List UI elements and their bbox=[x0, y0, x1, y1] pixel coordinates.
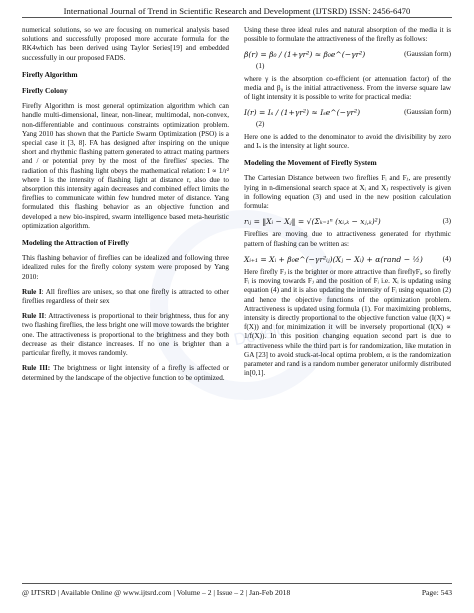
rules-summary-paragraph: Using these three ideal rules and natural absorption of the media it is possible to formulate the attractiveness of the firefly as follows: bbox=[244, 26, 451, 44]
rule-2-text: : Attractiveness is proportional to their brightness, thus for any two flashing fireflies, the less bright one will move towards the brighter one. The attractiveness is proportional to the brightness and they both decrease as their distance increases. If no one is brighter than a particular firefly, it moves randomly. bbox=[22, 312, 229, 358]
equation-1-tag: (Gaussian form) bbox=[404, 50, 451, 59]
equation-4-number: (4) bbox=[442, 254, 451, 263]
page-footer bbox=[22, 588, 452, 598]
equation-3-number: (3) bbox=[442, 217, 451, 226]
rule-1-text: : All fireflies are unisex, so that one firefly is attracted to other fireflies regardless of their sex bbox=[22, 287, 229, 306]
equation-2-tag: (Gaussian form) bbox=[404, 108, 451, 117]
left-column bbox=[22, 26, 229, 389]
footer-rule bbox=[22, 583, 452, 584]
equation-1 bbox=[244, 50, 451, 59]
distance-paragraph: The Cartesian Distance between two fireflies Fᵢ and Fⱼ, are presently lying in n-dimensional search space at Xᵢ and Xⱼ respectively is given in following equation (3) and used in the new position calculation formula: bbox=[244, 174, 451, 211]
heading-firefly-colony: Firefly Colony bbox=[22, 86, 68, 96]
journal-header: International Journal of Trend in Scientific Research and Development (IJTSRD) ISSN: 2456-6470 bbox=[63, 6, 411, 16]
rule-2 bbox=[22, 312, 229, 358]
rule-3-text: The brightness or light intensity of a firefly is affected or determined by the landscape of the objective function to be optimized. bbox=[22, 364, 229, 382]
equation-1-formula: β(r) = β₀ / (1+γr²) ≈ β₀e^(−γr²) bbox=[244, 50, 366, 60]
rule-1-name: Rule I bbox=[22, 287, 42, 296]
equation-4 bbox=[244, 255, 451, 264]
footer-citation: @ IJTSRD | Available Online @ www.ijtsrd.com | Volume – 2 | Issue – 2 | Jan-Feb 2018 bbox=[22, 588, 291, 597]
equation-1-number: (1) bbox=[256, 61, 265, 70]
update-paragraph: Here firefly Fⱼ is the brighter or more attractive than fireflyFᵢ, so firefly Fᵢ is moving towards Fⱼ and the position of Fᵢ i.e. Xᵢ is updating using equation (4) and it is also updating the intensity of Fᵢ using equation (2) and hence the objective functions of the optimization problem. Attractiveness is updated using formula (1). For maximizing problems, intensity is directly proportional to the objective function value (I(X) ∝ f(X)) and for minimization it will be inversely proportional (I(X) ∝ 1/f(X)). In this position changing equation second part is due to attractiveness while the third part is for randomization, like mutation in GA [23] to avoid stuck-at-local optima problem, α is the randomization parameter and rand is a random number generator uniformly distributed in[0,1]. bbox=[244, 268, 451, 378]
equation-2-formula: I(r) = Iₛ / (1+γr²) ≈ Iₛe^(−γr²) bbox=[244, 108, 361, 118]
watermark-text: Develo bbox=[232, 319, 288, 350]
equation-2 bbox=[244, 108, 451, 117]
page-number: Page: 543 bbox=[421, 588, 452, 597]
rule-3 bbox=[22, 364, 229, 382]
denominator-paragraph: Here one is added to the denominator to avoid the divisibility by zero and Iₛ is the intensity at light source. bbox=[244, 132, 451, 151]
heading-firefly-algorithm: Firefly Algorithm bbox=[22, 69, 78, 79]
equation-2-number: (2) bbox=[256, 119, 265, 128]
right-column bbox=[244, 26, 451, 385]
heading-modeling-movement: Modeling the Movement of Firefly System bbox=[244, 158, 377, 168]
rule-2-name: Rule II bbox=[22, 312, 45, 321]
equation-3 bbox=[244, 217, 451, 226]
colony-paragraph: Firefly Algorithm is most general optimization algorithm which can handle multi-dimensional, linear, non-linear, multimodal, non-convex, non-differentiable and continuous constraints optimization problem. Yang 2010 has shown that the Particle Swarm Optimization (PSO) is a special case it [3, 8]. FA has designed after inspiring on the unique short and rhythmic flashing pattern generated to attract mating partners and / or potential prey by the most of the fireflies' species. The radiation of this flashing light obeys the mathematical relation: I ∝ 1/r² where I is the intensity of flashing light at distance r, also due to absorption this intensity again decreases and combined effect limits the fireflies to communicate within few hundred meter of distance. Yang formulated this flashing behavior as an objective function and developed a new bio-inspired, swarm intelligence based meta-heuristic optimization algorithm. bbox=[22, 102, 229, 230]
intro-paragraph: numerical solutions, so we are focusing on numerical analysis based solutions and successfully proposed more accurate formula for the RK4which has been derived using Taylor Series[19] and embedded successfully in our proposed FADS. bbox=[22, 26, 229, 62]
heading-modeling-attraction: Modeling the Attraction of Firefly bbox=[22, 238, 130, 248]
absorption-paragraph: where γ is the absorption co-efficient (or attenuation factor) of the media and β₀ is the initial attractiveness. From the inverse square law of light intensity it is possible to write for practical media: bbox=[244, 74, 451, 102]
rule-1 bbox=[22, 288, 229, 306]
movement-paragraph: Fireflies are moving due to attractiveness generated for rhythmic pattern of flashing can be written as: bbox=[244, 230, 451, 248]
equation-3-formula: rᵢⱼ = ‖Xᵢ − Xⱼ‖ = √(Σₖ₌₁ⁿ (xᵢ,ₖ − xⱼ,ₖ)²) bbox=[244, 217, 381, 227]
rule-3-name: Rule III: bbox=[22, 364, 51, 373]
model-paragraph: This flashing behavior of fireflies can be idealized and following three idealized rules for the firefly colony system were proposed by Yang 2010: bbox=[22, 254, 229, 281]
header-rule bbox=[22, 17, 452, 18]
equation-4-formula: Xᵢ₊₁ = Xᵢ + β₀e^(−γr²ᵢⱼ)(Xⱼ − Xᵢ) + α(rand − ½) bbox=[244, 254, 423, 264]
